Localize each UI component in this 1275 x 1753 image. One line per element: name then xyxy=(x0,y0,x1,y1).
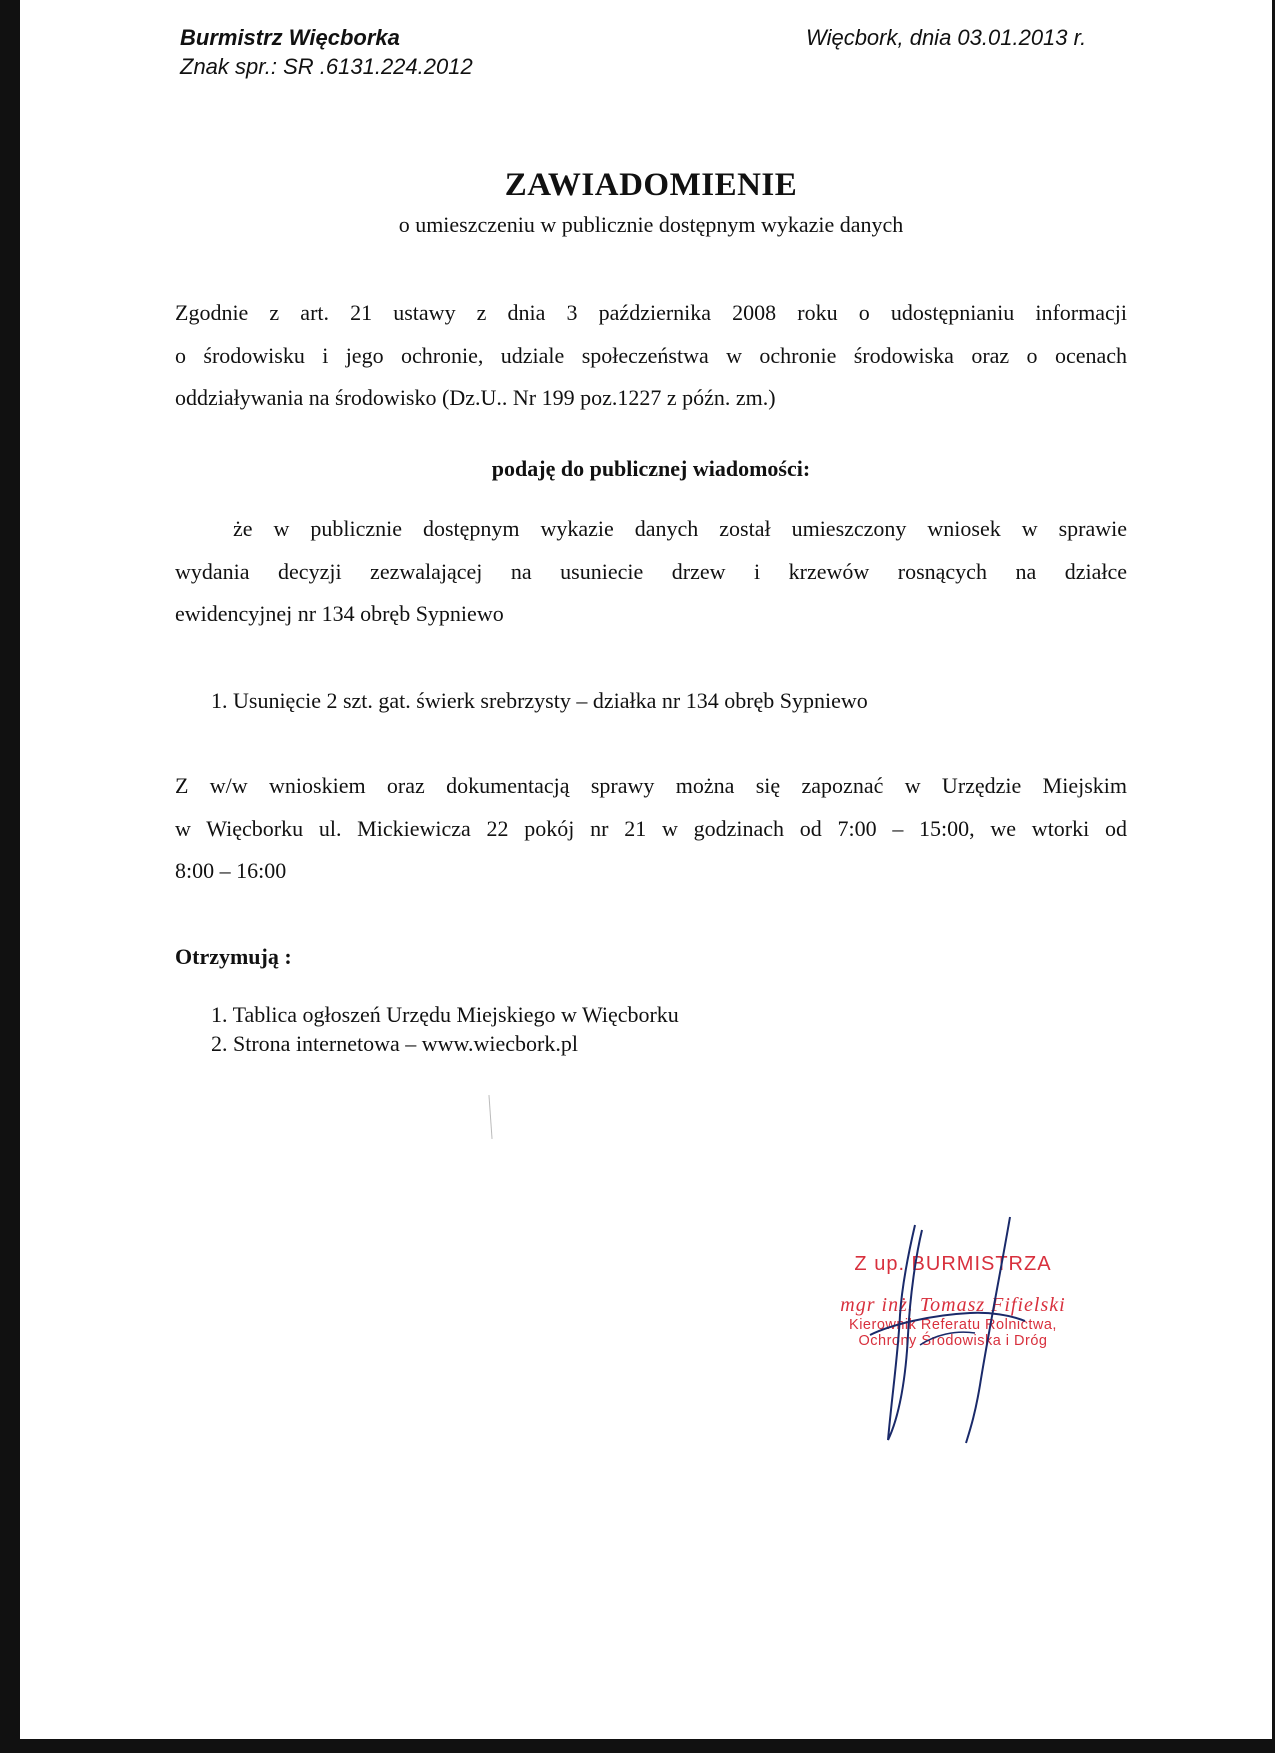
recipients-heading: Otrzymują : xyxy=(175,944,292,969)
inspection-paragraph xyxy=(175,765,1127,893)
paragraph-line: że w publicznie dostępnym wykazie danych został umieszczony wniosek w sprawie xyxy=(233,516,1127,541)
recipient-item: 2. Strona internetowa – www.wiecbork.pl xyxy=(211,1031,578,1056)
list-item: 1. Usunięcie 2 szt. gat. świerk srebrzysty – działka nr 134 obręb Sypniewo xyxy=(211,688,868,713)
handwritten-signature xyxy=(860,1215,1040,1445)
stamp-line: Kierownik Referatu Rolnictwa, xyxy=(849,1317,1057,1333)
document-title: ZAWIADOMIENIE xyxy=(504,167,798,203)
paragraph-line: Z w/w wnioskiem oraz dokumentacją sprawy można się zapoznać w Urzędzie Miejskim xyxy=(175,773,1127,798)
place-date: Więcbork, dnia 03.01.2013 r. xyxy=(806,25,1087,50)
paragraph-line: 8:00 – 16:00 xyxy=(175,858,287,883)
stamp-line: Z up. BURMISTRZA xyxy=(854,1253,1052,1275)
recipient-item: 1. Tablica ogłoszeń Urzędu Miejskiego w Więcborku xyxy=(211,1002,679,1027)
scan-border-bottom xyxy=(0,1739,1275,1753)
paragraph-line: o środowisku i jego ochronie, udziale społeczeństwa w ochronie środowiska oraz o ocenach xyxy=(175,342,1127,368)
paragraph-line: wydania decyzji zezwalającej na usuniecie drzew i krzewów rosnących na działce xyxy=(175,558,1127,584)
paragraph-line: Zgodnie z art. 21 ustawy z dnia 3 października 2008 roku o udostępnianiu informacji xyxy=(175,300,1127,325)
announcement-heading: podaję do publicznej wiadomości: xyxy=(491,456,811,481)
paragraph-line: w Więcborku ul. Mickiewicza 22 pokój nr 21 w godzinach od 7:00 – 15:00, we wtorki od xyxy=(175,815,1127,841)
stamp-line: mgr inż. Tomasz Fifielski xyxy=(840,1294,1066,1316)
scan-mark xyxy=(488,1095,492,1139)
stamp-line: Ochrony Środowiska i Dróg xyxy=(858,1333,1048,1349)
legal-basis-paragraph xyxy=(175,292,1127,420)
paragraph-line: oddziaływania na środowisko (Dz.U.. Nr 199 poz.1227 z późn. zm.) xyxy=(175,385,776,410)
scan-border-left xyxy=(0,0,20,1753)
case-reference: Znak spr.: SR .6131.224.2012 xyxy=(180,54,473,79)
notice-paragraph xyxy=(175,508,1127,636)
paragraph-line: ewidencyjnej nr 134 obręb Sypniewo xyxy=(175,601,504,626)
letterhead xyxy=(180,23,473,81)
document-subtitle: o umieszczeniu w publicznie dostępnym wykazie danych xyxy=(398,212,904,237)
issuer-name: Burmistrz Więcborka xyxy=(180,25,400,50)
